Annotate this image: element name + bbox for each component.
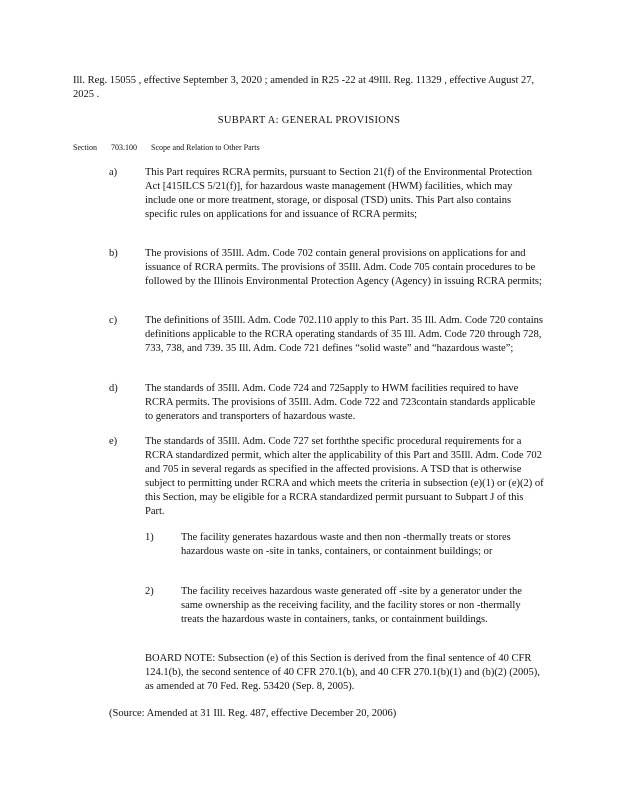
paragraph-text: The definitions of 35Ill. Adm. Code 702.110 apply to this Part. 35 Ill. Adm. Code 720 contains definitions applicable to the RCRA operating standards of 35 Ill. Adm. Code 720 through 728, 733, 738, and 739. 35 Ill. Adm. Code 721 defines “solid waste” and “hazardous waste”; bbox=[145, 315, 543, 354]
section-heading bbox=[73, 141, 272, 155]
section-number: 703.100 bbox=[111, 143, 137, 152]
subparagraph-label: 1) bbox=[145, 532, 154, 543]
source-note: (Source: Amended at 31 Ill. Reg. 487, effective December 20, 2006) bbox=[109, 708, 397, 719]
section-title: Scope and Relation to Other Parts bbox=[151, 143, 260, 152]
paragraph-text: The provisions of 35Ill. Adm. Code 702 contain general provisions on applications for and issuance of RCRA permits. The provisions of 35Ill. Adm. Code 705 contain procedures to be followed by the Illinois Environmental Protection Agency (Agency) in issuing RCRA permits; bbox=[145, 248, 542, 287]
subpart-heading: SUBPART A: GENERAL PROVISIONS bbox=[217, 115, 401, 126]
register-citation: Ill. Reg. 15055 , effective September 3, 2020 ; amended in R25 -22 at 49Ill. Reg. 11329 , effective August 27, 2025 . bbox=[73, 75, 535, 100]
section-word: Section bbox=[73, 143, 97, 152]
paragraph-text: This Part requires RCRA permits, pursuant to Section 21(f) of the Environmental Protection Act [415ILCS 5/21(f)], for hazardous waste management (HWM) facilities, which may include one or more treatment, storage, or disposal (TSD) units. This Part also contains specific rules on applications for and issuance of RCRA permits; bbox=[145, 167, 532, 220]
paragraph-label: c) bbox=[109, 315, 118, 326]
paragraph-label: b) bbox=[109, 248, 118, 259]
paragraph-text: The standards of 35Ill. Adm. Code 724 and 725apply to HWM facilities required to have RCRA permits. The provisions of 35Ill. Adm. Code 722 and 723contain standards applicable to generators and transporters of hazardous waste. bbox=[145, 383, 536, 422]
paragraph-label: a) bbox=[109, 167, 118, 178]
paragraph-label: d) bbox=[109, 383, 118, 394]
paragraph-text: The standards of 35Ill. Adm. Code 727 set forththe specific procedural requirements for a RCRA standardized permit, which alter the applicability of this Part and 35Ill. Adm. Code 702 and 705 in several regards as specified in the affected provisions. A TSD that is otherwise subject to permitting under RCRA and which meets the criteria in subsection (e)(1) or (e)(2) of this Section, may be eligible for a RCRA standardized permit pursuant to Subpart J of this Part. bbox=[145, 436, 544, 517]
subparagraph-text: The facility generates hazardous waste and then non -thermally treats or stores hazardous waste on -site in tanks, containers, or containment buildings; or bbox=[181, 532, 511, 557]
subparagraph-text: The facility receives hazardous waste generated off -site by a generator under the same ownership as the receiving facility, and the facility stores or non -thermally treats the hazardous waste in containers, tanks, or containment buildings. bbox=[181, 586, 522, 625]
board-note: BOARD NOTE: Subsection (e) of this Section is derived from the final sentence of 40 CFR 124.1(b), the second sentence of 40 CFR 270.1(b), and 40 CFR 270.1(b)(1) and (b)(2) (2005), as amended at 70 Fed. Reg. 53420 (Sep. 8, 2005). bbox=[145, 653, 540, 692]
subparagraph-label: 2) bbox=[145, 586, 154, 597]
paragraph-label: e) bbox=[109, 436, 118, 447]
